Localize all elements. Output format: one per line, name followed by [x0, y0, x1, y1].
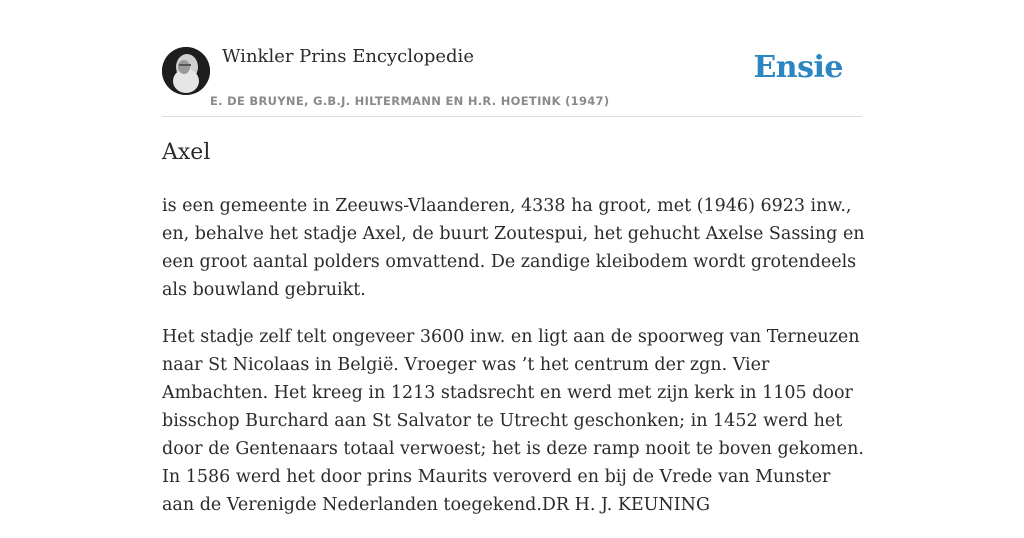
ensie-logo[interactable]: Ensie — [753, 50, 843, 85]
entry-content — [162, 192, 866, 538]
portrait-icon — [162, 47, 210, 95]
paragraph: Het stadje zelf telt ongeveer 3600 inw. en ligt aan de spoorweg van Terneuzen naar St Nicolaas in België. Vroeger was ’t het centrum der zgn. Vier Ambachten. Het kreeg in 1213 stadsrecht en werd met zijn kerk in 1105 door bisschop Burchard aan St Salvator te Utrecht geschonken; in 1452 werd het door de Gentenaars totaal verwoest; het is deze ramp nooit te boven gekomen. In 1586 werd het door prins Maurits veroverd en bij de Vrede van Munster aan de Verenigde Nederlanden toegekend.DR H. J. KEUNING — [162, 327, 864, 515]
entry-title: Axel — [162, 140, 211, 165]
book-title[interactable]: Winkler Prins Encyclopedie — [222, 46, 474, 67]
header — [162, 0, 862, 117]
page — [162, 0, 865, 515]
book-authors: E. DE BRUYNE, G.B.J. HILTERMANN EN H.R. HOETINK (1947) — [210, 94, 610, 108]
paragraph: is een gemeente in Zeeuws-Vlaanderen, 4338 ha groot, met (1946) 6923 inw., en, behalve het stadje Axel, de buurt Zoutespui, het gehucht Axelse Sassing en een groot aantal polders omvattend. De zandige kleibodem wordt grotendeels als bouwland gebruikt. — [162, 196, 865, 300]
author-avatar[interactable] — [162, 47, 210, 95]
